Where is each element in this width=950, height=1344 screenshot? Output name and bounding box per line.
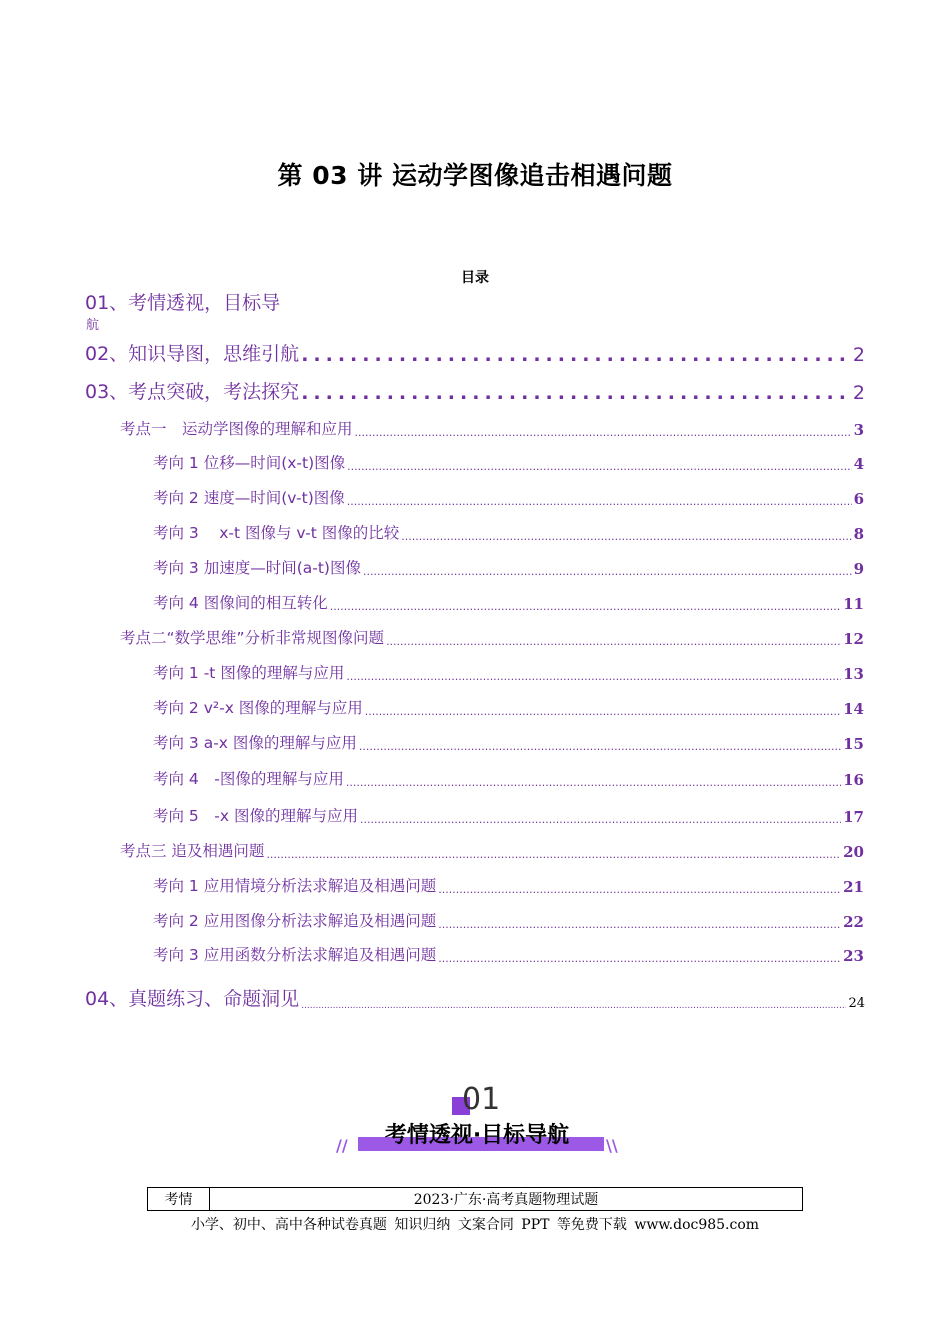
info-table-header: 考情 — [148, 1188, 210, 1211]
toc-item-page: 22 — [843, 913, 864, 931]
toc-leader — [330, 600, 841, 613]
toc-leader — [346, 776, 841, 789]
toc-item-subsection[interactable] — [153, 486, 864, 508]
toc-item-label: 考向 3 加速度—时间(a-t)图像 — [153, 559, 361, 577]
page-footer: 小学、初中、高中各种试卷真题 知识归纳 文案合同 PPT 等免费下载 www.doc985.com — [190, 1217, 760, 1233]
toc-leader — [347, 495, 852, 508]
toc-item-subsection[interactable] — [153, 874, 864, 896]
toc-item-label: 03、考点突破，考法探究 — [85, 381, 300, 403]
toc-item-label: 考向 3 a-x 图像的理解与应用 — [153, 734, 357, 752]
toc-item-page: 13 — [843, 665, 864, 683]
toc-item-label: 考向 2 应用图像分析法求解追及相遇问题 — [153, 912, 437, 930]
toc-item-section[interactable] — [120, 626, 864, 648]
toc-leader — [386, 635, 841, 648]
toc-item-subsection[interactable] — [153, 731, 864, 753]
info-table-value: 2023·广东·高考真题物理试题 — [210, 1188, 803, 1211]
toc-item-subsection[interactable] — [153, 696, 864, 718]
toc-leader — [438, 952, 841, 965]
toc-leader — [347, 460, 851, 473]
toc-item-label: 考向 5 -x 图像的理解与应用 — [153, 807, 358, 825]
toc-leader — [359, 740, 841, 753]
toc-item-label: 考点二“数学思维”分析非常规图像问题 — [120, 629, 385, 647]
toc-leader — [401, 530, 851, 543]
toc-item-page: 14 — [843, 700, 864, 718]
toc-item-page: 15 — [843, 735, 864, 753]
toc-item-label: 考向 1 -t 图像的理解与应用 — [153, 664, 345, 682]
toc-item-label: 考向 4 图像间的相互转化 — [153, 594, 328, 612]
toc-item-page: 2 — [852, 344, 865, 366]
toc-item-label: 考向 1 应用情境分析法求解追及相遇问题 — [153, 877, 437, 895]
toc-leader — [438, 918, 841, 931]
toc-item-main[interactable] — [85, 378, 865, 404]
toc-item-subsection[interactable] — [153, 943, 864, 965]
toc-leader — [438, 883, 841, 896]
toc-leader — [363, 565, 852, 578]
toc-item-subsection[interactable] — [153, 591, 864, 613]
toc-item-label: 考向 2 速度—时间(v-t)图像 — [153, 489, 345, 507]
badge-left-mark: // — [336, 1136, 348, 1155]
toc-item-page: 4 — [853, 455, 864, 473]
toc-item-page: 6 — [853, 490, 864, 508]
toc-item-01[interactable] — [85, 288, 280, 315]
toc-item-subsection[interactable] — [153, 451, 864, 473]
toc-item-label: 考点三 追及相遇问题 — [120, 842, 265, 860]
toc-item-page: 3 — [853, 421, 864, 439]
page-title: 第 03 讲 运动学图像追击相遇问题 — [277, 161, 673, 190]
toc-item-label: 考向 1 位移—时间(x-t)图像 — [153, 454, 346, 472]
toc-item-label: 考向 2 v²-x 图像的理解与应用 — [153, 699, 363, 717]
toc-item-page: 9 — [853, 560, 864, 578]
toc-item-page: 8 — [853, 525, 864, 543]
toc-item-subsection[interactable] — [153, 909, 864, 931]
toc-leader — [301, 344, 851, 366]
toc-item-page: 16 — [843, 771, 864, 789]
toc-item-main[interactable] — [85, 340, 865, 366]
badge-title: 考情透视·目标导航 — [384, 1123, 570, 1148]
toc-item-page: 23 — [843, 947, 864, 965]
toc-leader — [355, 426, 852, 439]
toc-item-01-label: 01、考情透视，目标导 — [85, 292, 281, 314]
toc-item-subsection[interactable] — [153, 767, 864, 789]
toc-leader — [301, 1001, 846, 1011]
toc-leader — [360, 813, 841, 826]
badge-number: 01 — [462, 1082, 501, 1117]
info-table — [147, 1187, 803, 1211]
table-row — [148, 1188, 803, 1211]
toc-item-page: 17 — [843, 808, 864, 826]
toc-item-label: 考点一 运动学图像的理解和应用 — [120, 420, 353, 438]
toc-item-page: 11 — [843, 595, 864, 613]
toc-item-subsection[interactable] — [153, 661, 864, 683]
toc-item-01-wrap: 航 — [86, 318, 100, 333]
toc-item-label: 考向 3 应用函数分析法求解追及相遇问题 — [153, 946, 437, 964]
toc-item-subsection[interactable] — [153, 556, 864, 578]
toc-item-subsection[interactable] — [153, 804, 864, 826]
toc-item-label: 02、知识导图，思维引航 — [85, 343, 300, 365]
toc-item-label: 考向 4 -图像的理解与应用 — [153, 770, 344, 788]
toc-item-04[interactable] — [85, 985, 865, 1011]
toc-item-04-page: 24 — [848, 996, 865, 1011]
toc-item-section[interactable] — [120, 417, 864, 439]
toc-item-subsection[interactable] — [153, 521, 864, 543]
badge-right-mark: \\ — [606, 1136, 618, 1155]
toc-item-04-label: 04、真题练习、命题洞见 — [85, 988, 300, 1010]
toc-leader — [301, 382, 851, 404]
toc-leader — [266, 848, 841, 861]
toc-heading: 目录 — [461, 270, 489, 286]
toc-item-page: 21 — [843, 878, 864, 896]
toc-item-page: 2 — [852, 382, 865, 404]
toc-item-section[interactable] — [120, 839, 864, 861]
toc-item-page: 12 — [843, 630, 864, 648]
toc-item-page: 20 — [843, 843, 864, 861]
toc-item-label: 考向 3 x-t 图像与 v-t 图像的比较 — [153, 524, 400, 542]
toc-leader — [346, 670, 841, 683]
toc-leader — [365, 705, 841, 718]
